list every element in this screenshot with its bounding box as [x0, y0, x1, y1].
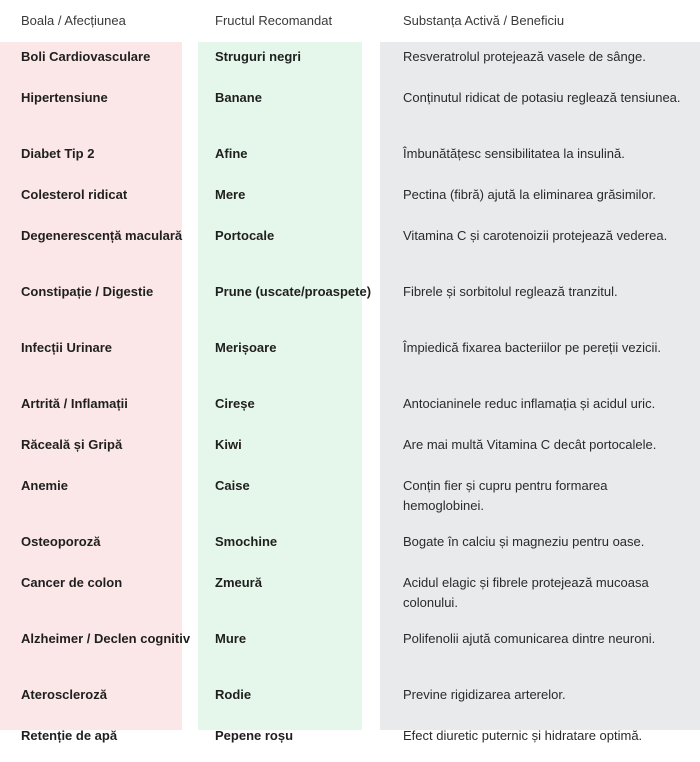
- disease-cell: Alzheimer / Declen cognitiv: [21, 631, 191, 646]
- table-row: [0, 83, 700, 139]
- disease-cell: Anemie: [21, 478, 68, 493]
- benefit-cell: Vitamina C și carotenoizii protejează vederea.: [403, 228, 668, 243]
- table-row: [0, 624, 700, 680]
- disease-cell: Diabet Tip 2: [21, 146, 95, 161]
- table-row: [0, 42, 700, 83]
- table-row: [0, 527, 700, 568]
- table-row: [0, 333, 700, 389]
- benefit-cell: Previne rigidizarea arterelor.: [403, 687, 566, 702]
- fruit-cell: Kiwi: [215, 437, 242, 452]
- benefit-cell: Fibrele și sorbitolul reglează tranzitul.: [403, 284, 618, 299]
- table-row: [0, 277, 700, 333]
- benefit-cell: Conțin fier și cupru pentru formarea hemoglobinei.: [403, 478, 608, 513]
- benefit-cell: Efect diuretic puternic și hidratare optimă.: [403, 728, 643, 743]
- table-row: [0, 430, 700, 471]
- table-row: [0, 471, 700, 527]
- disease-cell: Boli Cardiovasculare: [21, 49, 151, 64]
- benefit-cell: Împiedică fixarea bacteriilor pe pereții vezicii.: [403, 340, 661, 355]
- fruit-cell: Mure: [215, 631, 247, 646]
- fruit-cell: Struguri negri: [215, 49, 301, 64]
- header-fruit: Fructul Recomandat: [215, 13, 333, 28]
- disease-cell: Hipertensiune: [21, 90, 108, 105]
- table-row: [0, 568, 700, 624]
- table-header: [0, 0, 700, 42]
- disease-cell: Osteoporoză: [21, 534, 101, 549]
- fruit-cell: Pepene roșu: [215, 728, 294, 743]
- fruit-cell: Caise: [215, 478, 250, 493]
- table-row: [0, 721, 700, 762]
- benefit-cell: Antocianinele reduc inflamația și acidul uric.: [403, 396, 656, 411]
- header-benefit: Substanța Activă / Beneficiu: [403, 13, 565, 28]
- table-row: [0, 389, 700, 430]
- fruit-cell: Smochine: [215, 534, 278, 549]
- disease-cell: Răceală și Gripă: [21, 437, 123, 452]
- fruit-cell: Banane: [215, 90, 262, 105]
- benefit-cell: Resveratrolul protejează vasele de sânge.: [403, 49, 646, 64]
- disease-cell: Degenerescență maculară: [21, 228, 183, 243]
- fruit-cell: Prune (uscate/proaspete): [215, 284, 372, 299]
- fruit-cell: Rodie: [215, 687, 252, 702]
- disease-cell: Ateroscleroză: [21, 687, 107, 702]
- disease-cell: Constipație / Digestie: [21, 284, 154, 299]
- table-row: [0, 139, 700, 180]
- disease-cell: Retenție de apă: [21, 728, 118, 743]
- fruit-cell: Afine: [215, 146, 248, 161]
- benefit-cell: Acidul elagic și fibrele protejează mucoasa colonului.: [403, 575, 649, 610]
- table-row: [0, 221, 700, 277]
- fruit-cell: Portocale: [215, 228, 275, 243]
- fruit-cell: Zmeură: [215, 575, 262, 590]
- fruit-cell: Merișoare: [215, 340, 277, 355]
- disease-cell: Cancer de colon: [21, 575, 123, 590]
- table-row: [0, 680, 700, 721]
- disease-cell: Artrită / Inflamații: [21, 396, 128, 411]
- benefit-cell: Conținutul ridicat de potasiu reglează tensiunea.: [403, 90, 681, 105]
- benefit-cell: Îmbunătățesc sensibilitatea la insulină.: [403, 146, 625, 161]
- benefit-cell: Pectina (fibră) ajută la eliminarea grăsimilor.: [403, 187, 656, 202]
- table-row: [0, 180, 700, 221]
- benefit-cell: Are mai multă Vitamina C decât portocalele.: [403, 437, 657, 452]
- fruit-cell: Cireșe: [215, 396, 255, 411]
- fruit-disease-table: [0, 42, 700, 762]
- fruit-cell: Mere: [215, 187, 246, 202]
- benefit-cell: Polifenolii ajută comunicarea dintre neuroni.: [403, 631, 656, 646]
- benefit-cell: Bogate în calciu și magneziu pentru oase.: [403, 534, 645, 549]
- header-disease: Boala / Afecțiunea: [21, 13, 126, 28]
- disease-cell: Infecții Urinare: [21, 340, 113, 355]
- disease-cell: Colesterol ridicat: [21, 187, 128, 202]
